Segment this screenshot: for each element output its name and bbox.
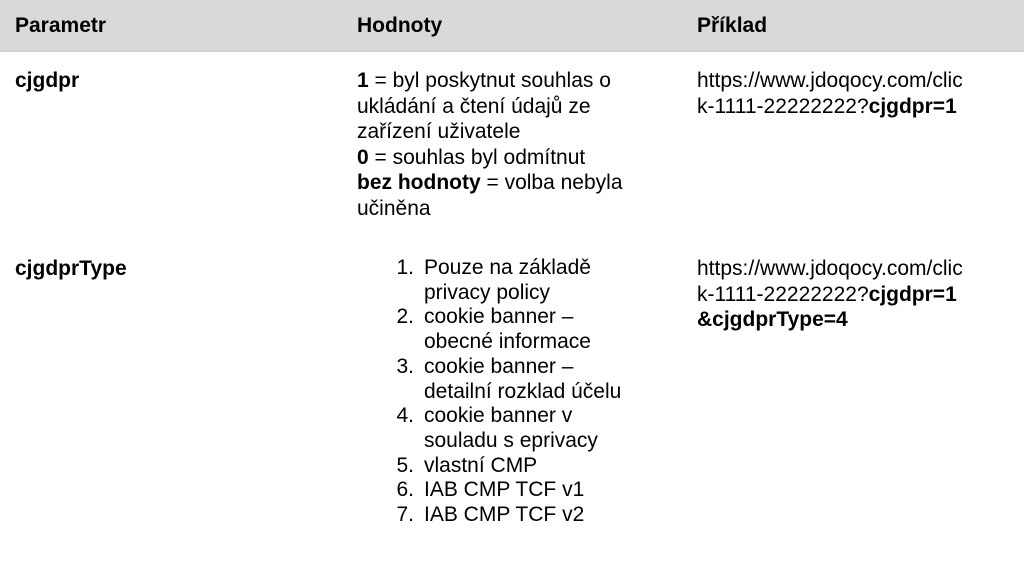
header-parameter: Parametr [15, 14, 107, 37]
value-none-text-cont: učiněna [357, 196, 431, 220]
option-text: cookie banner – [424, 305, 574, 329]
example-url-path: k-1111-22222222? [697, 94, 869, 118]
example-url-line1: https://www.jdoqocy.com/clic [697, 257, 963, 280]
option-text-cont: privacy policy [424, 280, 551, 304]
value-1-text-cont2: zařízení uživatele [357, 120, 521, 143]
option-number: 5. [396, 453, 414, 477]
option-number: 3. [396, 354, 414, 378]
option-text: vlastní CMP [424, 453, 538, 477]
list-item [378, 454, 621, 479]
example-url-param: cjgdpr=1 [868, 282, 957, 306]
option-text: cookie banner v [424, 404, 573, 428]
cjgdprtype-options-list [378, 256, 621, 528]
option-number: 7. [396, 503, 414, 527]
option-number: 6. [396, 478, 414, 502]
option-number: 4. [396, 404, 414, 428]
example-url-path: k-1111-22222222? [697, 282, 869, 306]
option-text-cont: obecné informace [424, 330, 591, 354]
option-text-cont: souladu s eprivacy [424, 428, 598, 452]
option-text-cont: detailní rozklad účelu [424, 379, 622, 403]
example-url-line1: https://www.jdoqocy.com/clic [697, 69, 963, 92]
example-url-line2 [697, 282, 963, 308]
row-cjgdpr-parameter: cjgdpr [15, 69, 80, 92]
row-cjgdpr-values [357, 68, 623, 221]
value-1-line [357, 68, 623, 94]
option-number: 2. [396, 305, 414, 329]
list-item [378, 404, 621, 453]
header-values: Hodnoty [357, 14, 443, 37]
list-item [378, 355, 621, 404]
value-0-line [357, 145, 623, 171]
value-none-line [357, 170, 623, 196]
list-item [378, 305, 621, 354]
option-text: Pouze na základě [424, 256, 591, 279]
option-text: cookie banner – [424, 354, 574, 378]
option-text: IAB CMP TCF v1 [424, 478, 585, 502]
list-item [378, 478, 621, 503]
table-header [0, 0, 1024, 52]
example-url-line2 [697, 94, 963, 120]
list-item [378, 256, 621, 305]
example-url-param-type: &cjgdprType=4 [697, 308, 848, 331]
option-number: 1. [396, 256, 414, 279]
row-cjgdpr-example [697, 68, 963, 119]
value-none-key: bez hodnoty [357, 171, 481, 194]
list-item [378, 503, 621, 528]
header-example: Příklad [697, 14, 768, 37]
row-cjgdprtype-parameter: cjgdprType [15, 257, 127, 280]
example-url-param: cjgdpr=1 [868, 94, 957, 118]
value-1-text-cont: ukládání a čtení údajů ze [357, 94, 591, 118]
option-text: IAB CMP TCF v2 [424, 503, 585, 527]
value-1-text: = byl poskytnut souhlas o [368, 69, 611, 92]
row-cjgdprtype-example [697, 256, 963, 333]
value-0-key: 0 [357, 145, 369, 169]
value-none-text: = volba nebyla [480, 171, 623, 194]
value-0-text: = souhlas byl odmítnut [368, 145, 586, 169]
value-1-key: 1 [357, 69, 369, 92]
